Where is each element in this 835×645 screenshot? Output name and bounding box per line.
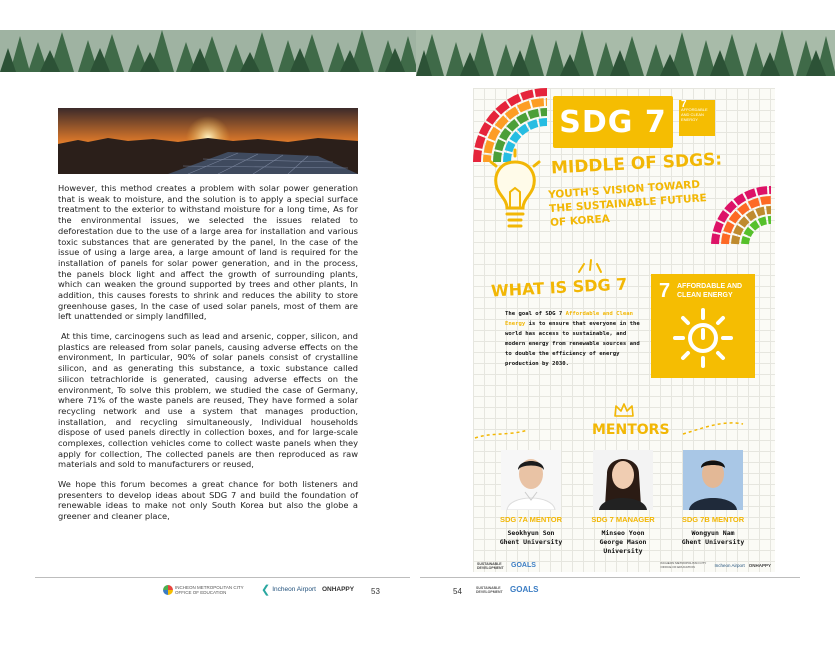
airport-swoosh-icon: ❮	[261, 584, 271, 596]
mentors-heading: MENTORS	[592, 422, 670, 438]
tile-number: 7	[659, 280, 671, 302]
footer-divider-left	[35, 577, 410, 578]
sdg-wheel-arc-right	[711, 186, 775, 248]
footer-logos-left	[163, 583, 354, 596]
solar-sunset-photo	[58, 108, 358, 174]
mentor-photo-2	[593, 450, 653, 510]
sdg7-mini-tile	[679, 100, 715, 136]
footer-sdg-goals-logo: SUSTAINABLE DEVELOPMENT GOALS	[476, 585, 539, 594]
page-number-left: 53	[371, 587, 380, 596]
poster-partner-logos: INCHEON METROPOLITAN CITY OFFICE OF EDUCATION Incheon Airport ONHAPPY	[660, 561, 771, 569]
lightbulb-icon	[485, 148, 545, 232]
incheon-airport-logo: ❮ Incheon Airport	[261, 584, 316, 596]
sparkle-icon	[575, 258, 605, 274]
mentor-role-1: SDG 7A MENTOR	[499, 515, 563, 524]
page-number-right: 54	[453, 587, 462, 596]
poster-sdg-goals-logo: SUSTAINABLE DEVELOPMENT GOALS	[477, 561, 536, 570]
tile-label: AFFORDABLE AND CLEAN ENERGY	[677, 283, 743, 299]
mentor-photo-3	[683, 450, 743, 510]
mentor-name-1: Seokhyun Son Ghent University	[499, 529, 563, 546]
mentor-photo-1	[501, 450, 561, 510]
mentor-role-3: SDG 7B MENTOR	[681, 515, 745, 524]
mini-tile-number: 7	[681, 99, 687, 110]
onhappy-logo: ONHAPPY	[321, 586, 355, 593]
sdg7-poster	[473, 88, 775, 572]
crown-icon	[613, 402, 635, 418]
education-office-logo: INCHEON METROPOLITAN CITY OFFICE OF EDUCATION	[163, 585, 255, 595]
mentor-role-2: SDG 7 MANAGER	[591, 515, 655, 524]
poster-title-line1: MIDDLE OF SDGS:	[550, 149, 723, 179]
body-paragraph-1: However, this method creates a problem with solar power generation that is weak to moisture, and the solution is to apply a special surface treatment to the exterior to withstand moisture for a long time, As for the environmental issues, we selected the issues related to deforestation due to the use of a large area for installation and various toxic substances that are generated by the panel, In the case of the issue of using a large area, a large amount of land is required for the installation of panels for solar power generation, and in the process, the panels block light and affect the growth of surrounding plants, which can weaken the ground supported by trees and other plants, In addition, this causes forests to shrink and reduces the ability to store greenhouse gases, In the case of used solar panels, most of them are left unattended or simply landfilled,	[58, 183, 358, 322]
footer-divider-right	[420, 577, 800, 578]
what-is-sdg7-heading: WHAT IS SDG 7	[490, 274, 628, 301]
sdg7-title-banner: SDG 7	[553, 96, 673, 148]
mentor-name-2: Minseo Yoon George Mason University	[599, 529, 647, 555]
mini-tile-label: AFFORDABLE AND CLEAN ENERGY	[681, 107, 708, 122]
body-paragraph-2: At this time, carcinogens such as lead and arsenic, copper, silicon, and plastics are released from solar panels, causing adverse effects on the environment, In particular, 90% of solar panels consist of crystalline silicon, and as generating this substance, a toxic substance called silicon tetrachloride is generated, causing adverse effects on the environment, To solve this problem, we studied the case of Germany, where 71% of the waste panels are reused, They have formed a solar recycling network and use a system that manages production, installation, and recycling simultaneously, Individual households dispose of used panels directly in collection boxes, and for large-scale complexes, collection vehicles come to collect waste panels when they apply for collection, The collected panels are then reproduced as raw materials and sold to manufacturers or reused,	[58, 331, 358, 470]
poster-footer	[473, 559, 775, 572]
body-paragraph-3: We hope this forum becomes a great chance for both listeners and presenters to develop ideas about SDG 7 and build the foundation of renewable ideas to make not only South Korea but also the globe a greener and cleaner place,	[58, 479, 358, 522]
education-office-icon	[163, 585, 173, 595]
forest-banner-right	[416, 30, 835, 76]
forest-banner-left	[0, 30, 416, 72]
what-is-sdg7-text: The goal of SDG 7 Affordable and Clean Energy is to ensure that everyone in the world has access to sustainable, and modern energy from renewable sources and to double the efficiency of energy production by 2030.	[505, 311, 640, 367]
power-sun-icon	[673, 308, 733, 368]
poster-title-line2: YOUTH'S VISION TOWARD THE SUSTAINABLE FUTURE OF KOREA	[547, 178, 708, 230]
sdg7-goal-tile	[651, 274, 755, 378]
mentor-name-3: Wongyun Nam Ghent University	[681, 529, 745, 546]
